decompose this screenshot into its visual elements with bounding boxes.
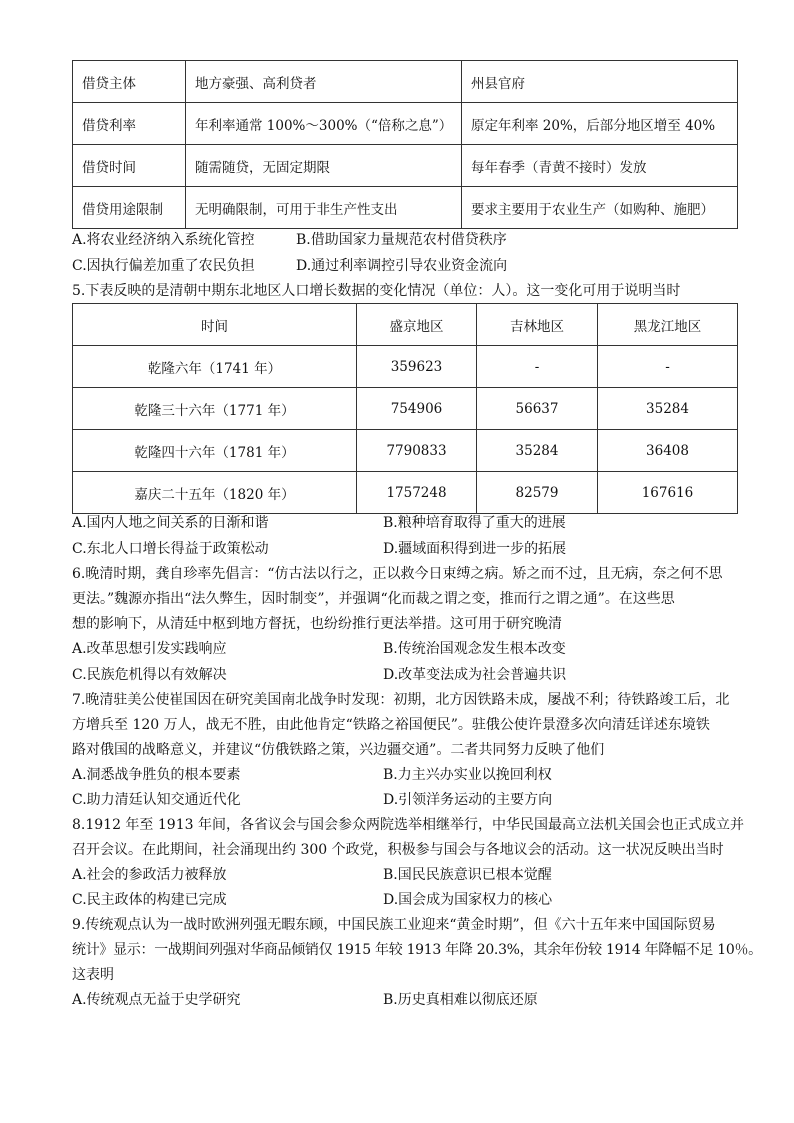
- q8-option-b: B.国民民族意识已根本觉醒: [383, 867, 552, 883]
- table-header: 盛京地区: [357, 304, 477, 346]
- q7-option-d: D.引领洋务运动的主要方向: [383, 792, 553, 808]
- table-header: 吉林地区: [477, 304, 598, 346]
- q7-option-a: A.洞悉战争胜负的根本要素: [72, 767, 241, 783]
- table-cell: 借贷用途限制: [73, 187, 186, 229]
- table-row: [73, 145, 738, 187]
- table-cell: 82579: [477, 472, 598, 514]
- table-row: [73, 388, 738, 430]
- q9-stem-line: 这表明: [72, 967, 114, 983]
- q6-option-a: A.改革思想引发实践响应: [72, 641, 227, 657]
- q7-stem-line: 7.晚清驻美公使崔国因在研究美国南北战争时发现：初期，北方因铁路未成，屡战不利；待铁路竣工后，北: [72, 692, 730, 708]
- q5-option-c: C.东北人口增长得益于政策松动: [72, 541, 269, 557]
- table-header: 时间: [73, 304, 357, 346]
- table-cell: 56637: [477, 388, 598, 430]
- q5-option-d: D.疆域面积得到进一步的拓展: [383, 541, 567, 557]
- q8-option-d: D.国会成为国家权力的核心: [383, 892, 553, 908]
- q6-stem-line: 6.晚清时期，龚自珍率先倡言：“仿古法以行之，正以救今日束缚之病。矫之而不过，且无病，奈之何不思: [72, 566, 723, 582]
- q6-option-c: C.民族危机得以有效解决: [72, 667, 227, 683]
- q6-option-b: B.传统治国观念发生根本改变: [383, 641, 566, 657]
- q5-option-b: B.粮种培育取得了重大的进展: [383, 515, 566, 531]
- table-cell: 要求主要用于农业生产（如购种、施肥）: [462, 187, 738, 229]
- table-cell: 原定年利率 20%，后部分地区增至 40%: [462, 103, 738, 145]
- q8-stem-line: 8.1912 年至 1913 年间，各省议会与国会参众两院选举相继举行，中华民国最高立法机关国会也正式成立并: [72, 817, 744, 833]
- q4-option-c: C.因执行偏差加重了农民负担: [72, 258, 255, 274]
- table-cell: 35284: [477, 430, 598, 472]
- q7-stem-line: 路对俄国的战略意义，并建议“仿俄铁路之策，兴边疆交通”。二者共同努力反映了他们: [72, 742, 605, 758]
- q8-stem-line: 召开会议。在此期间，社会涌现出约 300 个政党，积极参与国会与各地议会的活动。这一状况反映出当时: [72, 842, 724, 858]
- table-cell: -: [477, 346, 598, 388]
- table-row: [73, 187, 738, 229]
- table-cell: 乾隆三十六年（1771 年）: [73, 388, 357, 430]
- table-row: [73, 103, 738, 145]
- table-cell: 754906: [357, 388, 477, 430]
- table-row: [73, 430, 738, 472]
- lending-comparison-table: [72, 60, 738, 229]
- q8-option-a: A.社会的参政活力被释放: [72, 867, 227, 883]
- table-row: [73, 61, 738, 103]
- q5-stem: 5.下表反映的是清朝中期东北地区人口增长数据的变化情况（单位：人）。这一变化可用于说明当时: [72, 283, 681, 299]
- table-cell: 无明确限制，可用于非生产性支出: [186, 187, 462, 229]
- q4-option-d: D.通过利率调控引导农业资金流向: [296, 258, 508, 274]
- q7-option-c: C.助力清廷认知交通近代化: [72, 792, 241, 808]
- table-header: 黑龙江地区: [598, 304, 738, 346]
- q6-stem-line: 更法。”魏源亦指出“法久弊生，因时制变”，并强调“化而裁之谓之变，推而行之谓之通”。在这些思: [72, 591, 675, 607]
- table-cell: 乾隆四十六年（1781 年）: [73, 430, 357, 472]
- table-cell: 年利率通常 100%～300%（“倍称之息”）: [186, 103, 462, 145]
- table-header-row: [73, 304, 738, 346]
- table-cell: 嘉庆二十五年（1820 年）: [73, 472, 357, 514]
- table-cell: 36408: [598, 430, 738, 472]
- table-cell: 随需随贷，无固定期限: [186, 145, 462, 187]
- q9-stem-line: 9.传统观点认为一战时欧洲列强无暇东顾，中国民族工业迎来“黄金时期”，但《六十五年来中国国际贸易: [72, 917, 716, 933]
- population-table: [72, 303, 738, 514]
- table-cell: 167616: [598, 472, 738, 514]
- q5-option-a: A.国内人地之间关系的日渐和谐: [72, 515, 269, 531]
- table-cell: 借贷时间: [73, 145, 186, 187]
- table-cell: 乾隆六年（1741 年）: [73, 346, 357, 388]
- q7-option-b: B.力主兴办实业以挽回利权: [383, 767, 552, 783]
- table-row: [73, 346, 738, 388]
- table-cell: 州县官府: [462, 61, 738, 103]
- q7-stem-line: 方增兵至 120 万人，战无不胜，由此他肯定“铁路之裕国便民”。驻俄公使许景澄多次向清廷详述东境铁: [72, 717, 710, 733]
- table-row: [73, 472, 738, 514]
- q6-stem-line: 想的影响下，从清廷中枢到地方督抚，也纷纷推行更法举措。这可用于研究晚清: [72, 616, 562, 632]
- table-cell: 1757248: [357, 472, 477, 514]
- q6-option-d: D.改革变法成为社会普遍共识: [383, 667, 567, 683]
- q8-option-c: C.民主政体的构建已完成: [72, 892, 227, 908]
- table-cell: 359623: [357, 346, 477, 388]
- table-cell: -: [598, 346, 738, 388]
- table-cell: 借贷主体: [73, 61, 186, 103]
- q9-option-b: B.历史真相难以彻底还原: [383, 992, 538, 1008]
- q4-option-a: A.将农业经济纳入系统化管控: [72, 232, 255, 248]
- table-cell: 35284: [598, 388, 738, 430]
- table-cell: 地方豪强、高利贷者: [186, 61, 462, 103]
- table-cell: 7790833: [357, 430, 477, 472]
- table-cell: 借贷利率: [73, 103, 186, 145]
- q9-option-a: A.传统观点无益于史学研究: [72, 992, 241, 1008]
- q4-option-b: B.借助国家力量规范农村借贷秩序: [296, 232, 507, 248]
- table-cell: 每年春季（青黄不接时）发放: [462, 145, 738, 187]
- q9-stem-line: 统计》显示：一战期间列强对华商品倾销仅 1915 年较 1913 年降 20.3%，其余年份较 1914 年降幅不足 10％。: [72, 942, 762, 958]
